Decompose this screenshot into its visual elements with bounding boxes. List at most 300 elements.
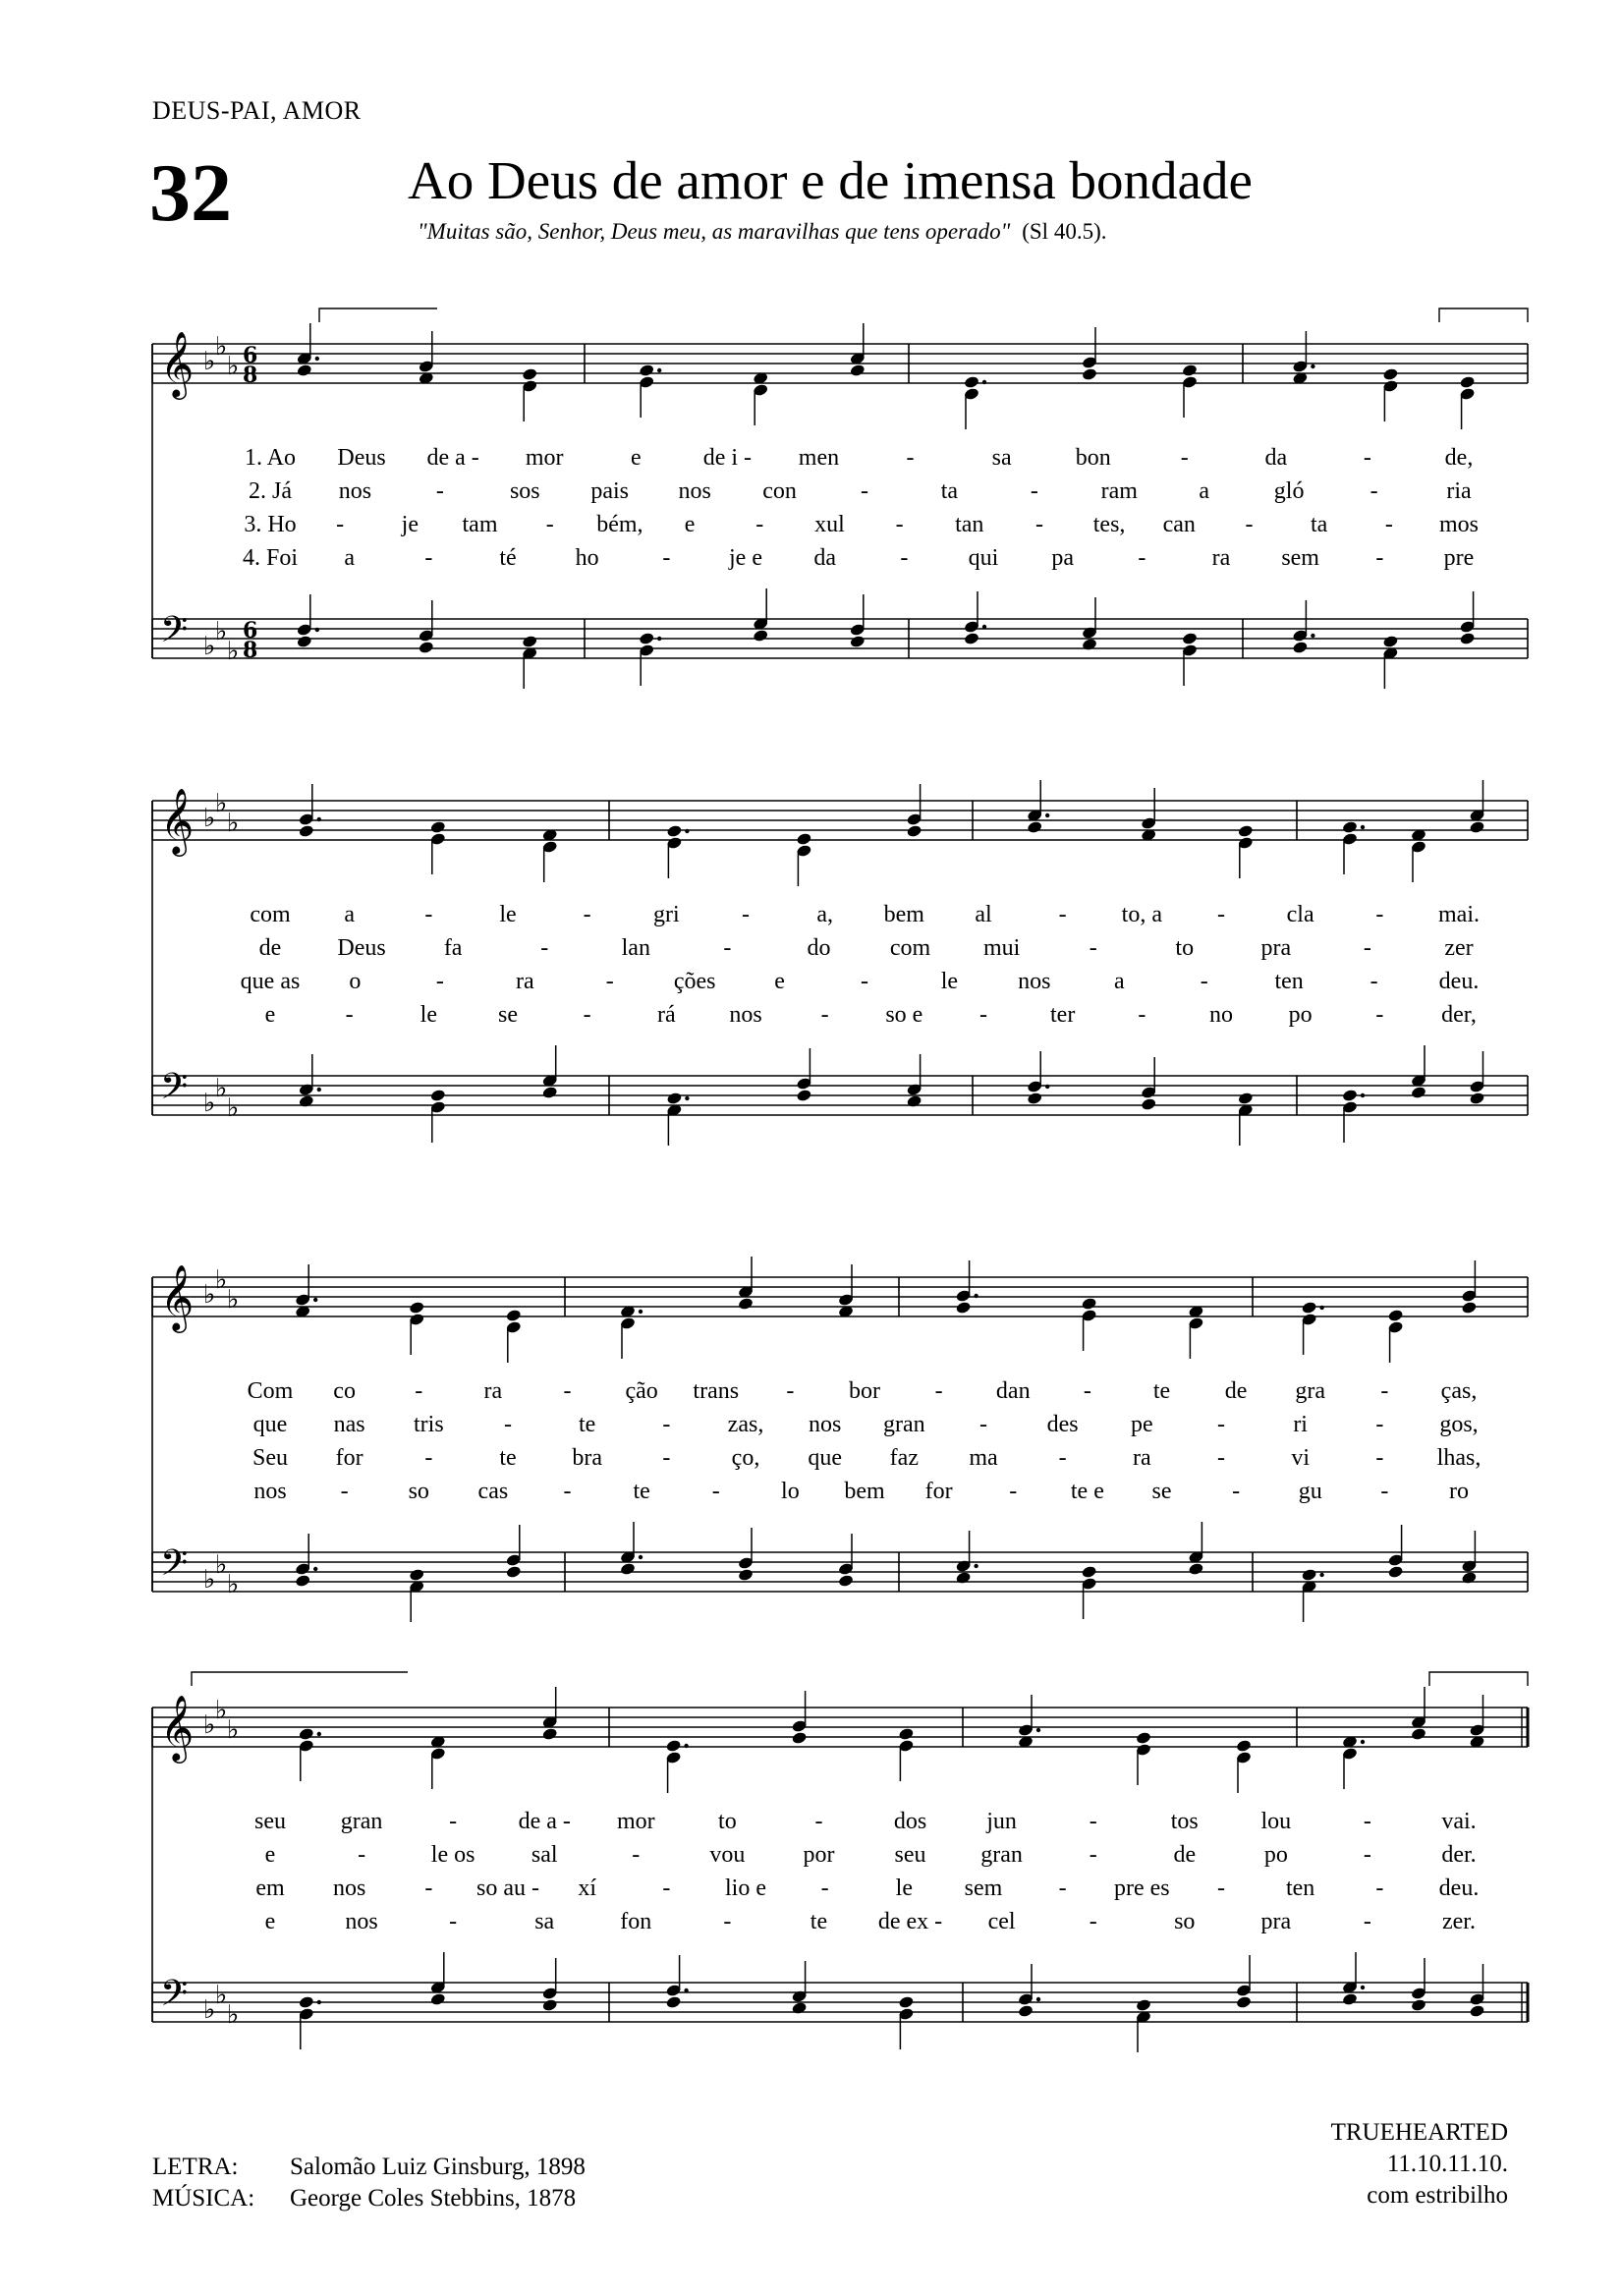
lyric-verse-2	[152, 1412, 1528, 1441]
lyric-syllable: ção	[625, 1378, 658, 1404]
bass-staff	[152, 1066, 1528, 1123]
hyphen: -	[723, 935, 732, 961]
note-head	[430, 1089, 447, 1102]
lyric-syllable: da	[1264, 445, 1288, 471]
note-head	[753, 629, 769, 643]
lyric-syllable: deu.	[1438, 969, 1480, 994]
note-head	[906, 1094, 922, 1108]
note-head	[791, 2001, 808, 2015]
epigraph-reference: (Sl 40.5).	[1022, 219, 1107, 244]
note-head	[1027, 1092, 1043, 1105]
hyphen: -	[449, 1909, 458, 1934]
lyric-syllable: gos,	[1439, 1412, 1479, 1437]
note-head	[522, 635, 538, 648]
note-head	[898, 1995, 915, 2009]
note-head	[796, 832, 812, 846]
lyric-syllable: mos	[1438, 512, 1479, 537]
lyric-verse-3	[152, 1445, 1528, 1475]
note-head	[1301, 1301, 1317, 1315]
flat-icon: ♭	[215, 1981, 228, 2010]
credit-music-label: MÚSICA:	[152, 2185, 255, 2212]
dot	[1361, 1093, 1365, 1097]
note-head	[666, 824, 683, 838]
lyric-syllable: com	[889, 935, 931, 961]
lyric-syllable: fon	[620, 1909, 652, 1934]
hyphen: -	[504, 1412, 512, 1437]
hyphen: -	[1089, 1842, 1097, 1868]
note-head	[639, 632, 655, 645]
hyphen: -	[1009, 1479, 1018, 1504]
note-head	[297, 635, 313, 648]
dot	[982, 625, 986, 629]
lyric-syllable: le	[940, 969, 959, 994]
hyphen: -	[1138, 545, 1146, 571]
lyric-syllable: seu	[254, 1809, 286, 1834]
dot	[974, 1294, 978, 1298]
lyric-syllable: fa	[443, 935, 463, 961]
lyric-syllable: te	[1152, 1378, 1171, 1404]
hyphen: -	[1363, 1842, 1371, 1868]
lyric-syllable: pra	[1260, 1909, 1292, 1934]
lyric-syllable: ta	[940, 478, 959, 504]
lyric-syllable: tos	[1170, 1809, 1199, 1834]
hyphen: -	[1217, 1445, 1225, 1471]
hyphen: -	[1384, 512, 1393, 537]
note-head	[409, 1568, 425, 1582]
hyphen: -	[1363, 1909, 1371, 1934]
note-head	[1382, 367, 1399, 381]
lyric-syllable: em	[255, 1876, 285, 1901]
lyric-verse-2	[152, 935, 1528, 965]
repeat-bracket	[319, 308, 437, 322]
lyric-syllable: der,	[1441, 1002, 1477, 1028]
dot	[317, 817, 321, 821]
flat-icon: ♭	[227, 352, 240, 381]
lyric-syllable: des	[1046, 1412, 1079, 1437]
lyric-syllable: le os	[430, 1842, 475, 1868]
note-head	[1461, 1301, 1478, 1315]
flat-icon: ♭	[203, 1089, 216, 1118]
lyric-syllable: bem	[844, 1479, 885, 1504]
lyric-syllable: co	[333, 1378, 356, 1404]
note-head	[297, 364, 313, 377]
lyric-syllable: nos	[678, 478, 711, 504]
lyric-syllable: mui	[982, 935, 1021, 961]
flat-icon: ♭	[215, 617, 228, 646]
lyric-syllable: sa	[534, 1909, 555, 1934]
lyric-syllable: de i -	[702, 445, 753, 471]
tune-name: TRUEHEARTED	[1330, 2119, 1508, 2146]
lyric-syllable: te	[499, 1445, 517, 1471]
lyric-syllable: bem	[883, 902, 924, 927]
hyphen: -	[979, 1412, 987, 1437]
note-head	[541, 1727, 558, 1741]
lyric-syllable: e	[264, 1909, 276, 1934]
lyric-syllable: e	[774, 969, 785, 994]
dot	[1311, 634, 1314, 638]
hyphen: -	[1058, 902, 1067, 927]
dot	[313, 1567, 317, 1571]
lyric-syllable: pa	[1051, 545, 1074, 571]
treble-clef-icon: 𝄞	[160, 1694, 195, 1761]
lyric-syllable: e	[264, 1002, 276, 1028]
treble-notes	[295, 1257, 1478, 1363]
lyric-syllable: que	[252, 1412, 288, 1437]
note-head	[419, 641, 435, 654]
lyric-syllable: tan	[955, 512, 984, 537]
note-head	[906, 824, 922, 838]
tune-refrain-note: com estribilho	[1367, 2182, 1508, 2209]
lyric-syllable: ri	[1293, 1412, 1308, 1437]
lyric-syllable: e	[630, 445, 642, 471]
dot	[317, 1088, 321, 1092]
lyric-syllable: ho	[575, 545, 599, 571]
lyric-syllable: jun	[986, 1809, 1017, 1834]
note-head	[850, 364, 866, 377]
note-head	[955, 1571, 972, 1585]
lyric-syllable: cas	[477, 1479, 509, 1504]
hyphen: -	[449, 1809, 458, 1834]
lyric-syllable: gran	[980, 1842, 1023, 1868]
note-head	[522, 367, 538, 381]
lyric-verse-2	[152, 1842, 1528, 1872]
note-head	[1411, 1998, 1427, 2012]
lyric-syllable: ten	[1274, 969, 1304, 994]
lyric-syllable: to	[718, 1809, 737, 1834]
lyric-syllable: vou	[709, 1842, 746, 1868]
lyric-syllable: ra	[1133, 1445, 1151, 1471]
note-head	[430, 1992, 447, 2006]
hyphen: -	[1375, 1445, 1384, 1471]
lyric-verse-3	[152, 969, 1528, 998]
lyric-syllable: zer.	[1442, 1909, 1476, 1934]
note-head	[1182, 632, 1199, 645]
lyric-syllable: e	[684, 512, 696, 537]
lyric-syllable: do	[807, 935, 831, 961]
lyric-syllable: rá	[657, 1002, 676, 1028]
lyric-syllable: te	[810, 1909, 828, 1934]
note-head	[791, 1731, 808, 1745]
lyric-syllable: de	[258, 935, 282, 961]
hyphen: -	[662, 1445, 671, 1471]
lyric-syllable: ra	[1211, 545, 1231, 571]
note-head	[964, 375, 980, 389]
lyric-syllable: xí	[578, 1876, 596, 1901]
flat-icon: ♭	[215, 1265, 228, 1295]
lyric-syllable: nos	[253, 1479, 287, 1504]
music-system	[152, 781, 1528, 1135]
music-system	[152, 324, 1528, 678]
lyric-syllable: mai.	[1438, 902, 1480, 927]
lyric-syllable: a,	[816, 902, 833, 927]
hyphen: -	[820, 1002, 829, 1028]
lyric-syllable: ções	[673, 969, 716, 994]
lyric-syllable: to	[1175, 935, 1195, 961]
lyric-syllable: se	[1151, 1479, 1172, 1504]
hyphen: -	[435, 969, 444, 994]
lyric-syllable: gran	[340, 1809, 383, 1834]
hyphen: -	[934, 1378, 943, 1404]
lyric-syllable: a	[344, 545, 355, 571]
lyric-syllable: mor	[525, 445, 564, 471]
lyric-syllable: nos	[332, 1876, 366, 1901]
lyric-syllable: no	[1209, 1002, 1233, 1028]
lyric-syllable: cla	[1286, 902, 1314, 927]
hyphen: -	[1217, 1412, 1225, 1437]
time-signature-top: 6	[243, 618, 258, 644]
lyric-verse-1	[152, 902, 1528, 931]
lyric-syllable: gra	[1295, 1378, 1326, 1404]
hyphen: -	[1089, 1909, 1097, 1934]
note-head	[796, 1089, 812, 1102]
note-head	[620, 1562, 637, 1576]
hyphen: -	[1375, 545, 1384, 571]
hyphen: -	[545, 512, 554, 537]
dot	[684, 1988, 688, 1992]
lyric-verse-4	[152, 1479, 1528, 1508]
lyric-syllable: je	[401, 512, 419, 537]
hyphen: -	[895, 512, 904, 537]
lyric-syllable: 4. Foi	[242, 545, 298, 571]
hyphen: -	[1232, 1479, 1241, 1504]
lyric-syllable: te e	[1070, 1479, 1104, 1504]
lyric-syllable: Deus	[337, 445, 386, 471]
hyphen: -	[1369, 478, 1378, 504]
lyric-syllable: sa	[991, 445, 1012, 471]
flat-icon: ♭	[227, 2000, 240, 2030]
hyphen: -	[662, 545, 671, 571]
treble-clef-icon: 𝄞	[160, 330, 195, 397]
hyphen: -	[1245, 512, 1254, 537]
music-system	[152, 1258, 1528, 1611]
hyphen: -	[742, 902, 750, 927]
music-system	[152, 1688, 1528, 2042]
note-head	[1188, 1562, 1204, 1576]
lyric-syllable: zer	[1444, 935, 1474, 961]
note-head	[1236, 1739, 1253, 1753]
note-head	[299, 1727, 315, 1741]
lyric-syllable: der.	[1441, 1842, 1477, 1868]
dot	[1311, 364, 1314, 368]
hyphen: -	[583, 1002, 591, 1028]
repeat-bracket	[1429, 1672, 1528, 1686]
hyphen: -	[979, 1002, 987, 1028]
lyric-syllable: te	[633, 1479, 650, 1504]
dot	[1045, 813, 1049, 817]
hyphen: -	[786, 1378, 795, 1404]
lyric-syllable: 3. Ho	[244, 512, 297, 537]
hyphen: -	[415, 1378, 423, 1404]
lyric-syllable: por	[803, 1842, 835, 1868]
hyphen: -	[1217, 902, 1225, 927]
lyric-syllable: lio e	[725, 1876, 766, 1901]
flat-icon: ♭	[215, 332, 228, 362]
hyphen: -	[861, 478, 868, 504]
lyric-syllable: de,	[1444, 445, 1474, 471]
lyric-syllable: que	[808, 1445, 842, 1471]
lyric-syllable: ram	[1100, 478, 1138, 504]
treble-notes	[297, 323, 1476, 429]
note-head	[1238, 824, 1255, 838]
flat-icon: ♭	[203, 347, 216, 376]
hyphen: -	[563, 1479, 572, 1504]
time-signature-bottom: 8	[243, 363, 258, 388]
lyric-syllable: nos	[1018, 969, 1051, 994]
credit-music	[152, 2183, 586, 2214]
lyric-syllable: ta	[1310, 512, 1328, 537]
bass-clef-icon: 𝄢	[160, 1542, 189, 1593]
note-head	[955, 1301, 972, 1315]
treble-staff	[152, 787, 1528, 857]
hyphen: -	[1375, 1876, 1384, 1901]
hyphen: -	[1375, 902, 1384, 927]
dot	[657, 637, 661, 641]
lyric-syllable: dos	[893, 1809, 927, 1834]
lyric-syllable: seu	[894, 1842, 926, 1868]
lyric-verse-4	[152, 545, 1528, 575]
lyric-syllable: pre es	[1114, 1876, 1170, 1901]
flat-icon: ♭	[227, 1715, 240, 1745]
note-head	[838, 1574, 855, 1588]
note-head	[639, 364, 655, 377]
note-head	[850, 635, 866, 648]
lyric-syllable: ria	[1446, 478, 1472, 504]
lyric-syllable: to, a	[1121, 902, 1162, 927]
dot	[974, 1564, 978, 1568]
hyphen: -	[906, 445, 915, 471]
hyphen: -	[820, 1876, 829, 1901]
lyric-syllable: sal	[531, 1842, 558, 1868]
lyric-syllable: mor	[616, 1809, 655, 1834]
dot	[1319, 1306, 1323, 1310]
lyric-verse-1	[152, 445, 1528, 475]
flat-icon: ♭	[215, 1550, 228, 1580]
lyric-syllable: té	[499, 545, 517, 571]
hyphen: -	[336, 512, 345, 537]
dot	[639, 1555, 643, 1559]
hyphen: -	[605, 969, 614, 994]
hyphen: -	[1058, 1445, 1067, 1471]
flat-icon: ♭	[227, 1093, 240, 1123]
hyphen: -	[662, 1412, 671, 1437]
lyric-syllable: so au -	[476, 1876, 539, 1901]
lyric-syllable: a	[1199, 478, 1210, 504]
lyric-syllable: dan	[995, 1378, 1031, 1404]
flat-icon: ♭	[203, 1565, 216, 1595]
lyric-syllable: tes,	[1092, 512, 1126, 537]
hyphen: -	[662, 1876, 671, 1901]
lyric-verse-4	[152, 1909, 1528, 1938]
hyphen: -	[1363, 935, 1371, 961]
dot	[639, 1310, 643, 1314]
lyric-syllable: de	[1173, 1842, 1197, 1868]
lyric-syllable: po	[1288, 1002, 1313, 1028]
note-head	[1411, 1727, 1427, 1741]
lyric-verse-1	[152, 1809, 1528, 1838]
note-head	[541, 1998, 558, 2012]
tune-meter: 11.10.11.10.	[1386, 2151, 1508, 2177]
lyric-syllable: lhas,	[1436, 1445, 1481, 1471]
hyphen: -	[723, 1909, 732, 1934]
section-heading: DEUS-PAI, AMOR	[152, 96, 362, 125]
hyphen: -	[340, 1479, 349, 1504]
lyric-syllable: de	[1224, 1378, 1248, 1404]
flat-icon: ♭	[227, 809, 240, 838]
note-head	[1411, 1086, 1427, 1099]
lyric-syllable: con	[762, 478, 797, 504]
lyric-syllable: sem	[964, 1876, 1003, 1901]
note-head	[1342, 820, 1359, 834]
hyphen: -	[1363, 1809, 1371, 1834]
credits	[152, 2152, 586, 2214]
lyric-syllable: le	[499, 902, 517, 927]
hyphen: -	[583, 902, 591, 927]
treble-staff	[152, 330, 1528, 400]
hyphen: -	[1138, 1002, 1146, 1028]
hyphen: -	[1363, 445, 1371, 471]
note-head	[1082, 638, 1098, 651]
lyric-syllable: lo	[781, 1479, 800, 1504]
flat-icon: ♭	[215, 1696, 228, 1725]
note-head	[1387, 1565, 1404, 1579]
note-head	[1459, 375, 1476, 389]
note-head	[665, 1739, 682, 1753]
lyric-syllable: so e	[885, 1002, 923, 1028]
note-head	[1082, 367, 1098, 381]
hyphen: -	[1380, 1378, 1389, 1404]
note-head	[666, 1092, 683, 1105]
lyric-syllable: sem	[1281, 545, 1319, 571]
hymn-number: 32	[149, 147, 232, 239]
hyphen: -	[1030, 478, 1038, 504]
lyric-verse-3	[152, 512, 1528, 541]
treble-clef-icon: 𝄞	[160, 787, 195, 854]
lyric-syllable: ças,	[1440, 1378, 1478, 1404]
lyric-syllable: ra	[515, 969, 534, 994]
lyric-syllable: ro	[1449, 1479, 1469, 1504]
hyphen: -	[345, 1002, 354, 1028]
time-signature-top: 6	[243, 343, 258, 368]
flat-icon: ♭	[203, 804, 216, 833]
lyric-syllable: de a -	[426, 445, 479, 471]
note-head	[1136, 1731, 1152, 1745]
lyric-syllable: ço,	[731, 1445, 760, 1471]
lyric-syllable: bém,	[596, 512, 643, 537]
lyric-syllable: xul	[814, 512, 845, 537]
treble-notes	[299, 780, 1485, 886]
lyric-syllable: qui	[968, 545, 999, 571]
note-head	[964, 632, 980, 645]
note-head	[1301, 1568, 1317, 1582]
lyric-verse-4	[152, 1002, 1528, 1032]
lyric-syllable: so	[408, 1479, 429, 1504]
lyric-syllable: pre	[1443, 545, 1475, 571]
lyric-syllable: de a -	[518, 1809, 571, 1834]
note-head	[1342, 1089, 1359, 1102]
dot	[315, 628, 319, 632]
note-head	[1081, 1297, 1097, 1311]
lyric-syllable: ter	[1050, 1002, 1076, 1028]
note-head	[1027, 820, 1043, 834]
dot	[982, 380, 986, 384]
lyric-syllable: se	[498, 1002, 518, 1028]
lyric-syllable: nos	[338, 478, 372, 504]
hyphen: -	[424, 902, 433, 927]
lyric-syllable: pe	[1131, 1412, 1153, 1437]
lyric-syllable: so	[1174, 1909, 1196, 1934]
lyric-syllable: da	[813, 545, 836, 571]
epigraph	[418, 219, 1106, 245]
